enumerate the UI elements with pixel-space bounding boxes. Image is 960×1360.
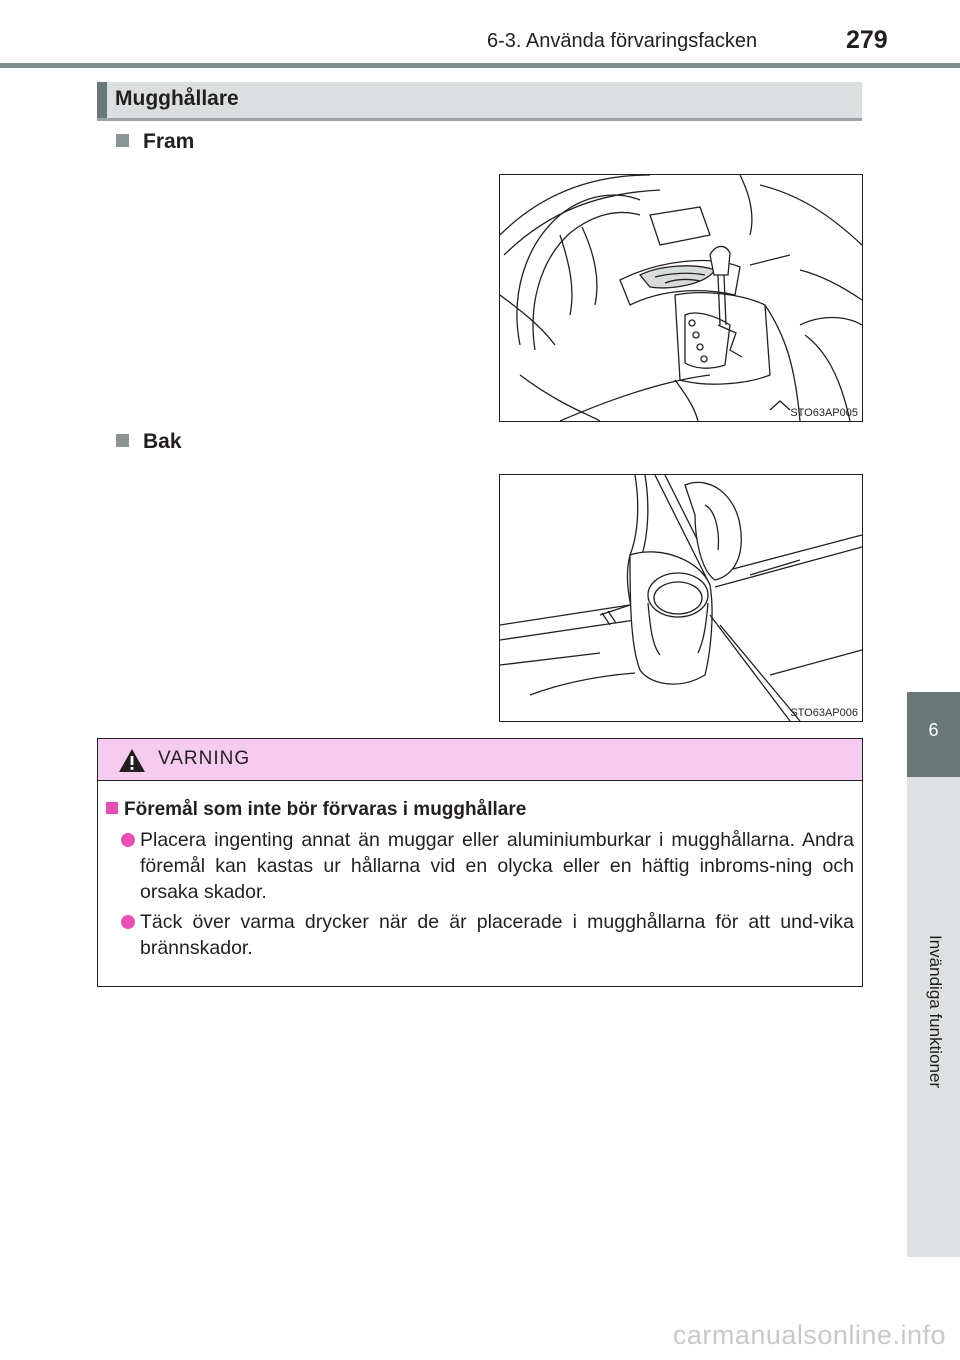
warning-subtitle-text: Föremål som inte bör förvaras i mugghållare [124,799,527,820]
round-bullet-icon [121,833,135,847]
warning-label: VARNING [158,748,251,769]
header-rule [0,63,960,68]
footer-watermark: carmanualsonline.info [672,1320,946,1350]
square-bullet-icon [116,434,129,447]
warning-header [98,739,862,781]
warning-subtitle [106,799,526,821]
warning-item: Placera ingenting annat än muggar eller aluminiumburkar i mugghållarna. Andra föremål kan kastas ur hållarna vid en olycka eller en häftig inbroms-ning och orsaka skador. [140,829,854,903]
figure-rear-cupholder [499,474,863,722]
page-number: 279 [846,26,888,54]
figure-code: STO63AP005 [790,407,858,419]
figure-code: STO63AP006 [790,707,858,719]
round-bullet-icon [121,915,135,929]
chapter-label: Invändiga funktioner [926,935,945,1089]
warning-item: Täck över varma drycker när de är placerade i mugghållarna för att und-vika brännskador. [140,911,854,959]
warning-triangle-icon [118,748,146,773]
section-title: Mugghållare [115,87,239,110]
header-title: 6-3. Använda förvaringsfacken [487,30,758,52]
chapter-tab [907,692,960,777]
section-header [97,82,862,121]
subsection-heading-fram [116,130,194,154]
subsection-title: Bak [143,430,182,453]
figure-front-cupholder [499,174,863,422]
square-bullet-icon [116,134,129,147]
square-bullet-icon [106,802,118,814]
warning-box [97,738,863,987]
chapter-number: 6 [928,720,939,740]
subsection-heading-bak [116,430,182,454]
section-accent [97,82,107,118]
subsection-title: Fram [143,130,195,153]
